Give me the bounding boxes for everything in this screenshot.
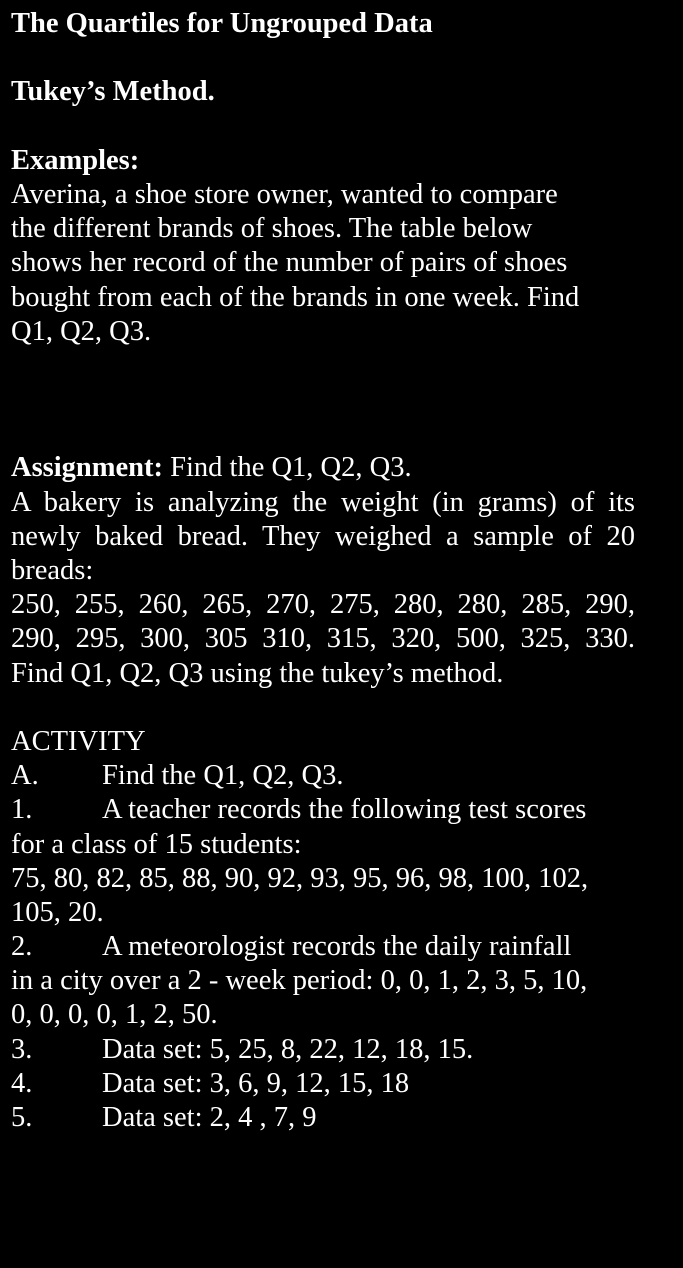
item-continuation: 0, 0, 0, 0, 1, 2, 50. bbox=[11, 999, 218, 1031]
examples-line: Averina, a shoe store owner, wanted to compare bbox=[11, 178, 558, 210]
item-continuation: 105, 20. bbox=[11, 896, 104, 928]
examples-heading: Examples: bbox=[11, 144, 140, 176]
assignment-data-line: 290, 295, 300, 305 310, 315, 320, 500, 325, 330. bbox=[11, 623, 635, 655]
item-text: Data set: 5, 25, 8, 22, 12, 18, 15. bbox=[102, 1033, 474, 1065]
assignment-data-line: 250, 255, 260, 265, 270, 275, 280, 280, 285, 290, bbox=[11, 589, 635, 621]
spacer bbox=[11, 691, 635, 725]
activity-part-label: A. bbox=[11, 760, 39, 792]
item-text: A meteorologist records the daily rainfall bbox=[102, 931, 572, 963]
item-continuation: 75, 80, 82, 85, 88, 90, 92, 93, 95, 96, 98, 100, 102, bbox=[11, 862, 589, 894]
assignment-closing: Find Q1, Q2, Q3 using the tukey’s method. bbox=[11, 657, 504, 689]
item-continuation: in a city over a 2 - week period: 0, 0, 1, 2, 3, 5, 10, bbox=[11, 965, 588, 997]
activity-part-text: Find the Q1, Q2, Q3. bbox=[102, 760, 344, 792]
assignment-heading: Assignment: bbox=[11, 452, 164, 484]
examples-line: bought from each of the brands in one week. Find bbox=[11, 281, 580, 313]
method-heading: Tukey’s Method. bbox=[11, 76, 215, 108]
spacer bbox=[11, 349, 635, 383]
spacer bbox=[11, 110, 635, 144]
assignment-text-line: newly baked bread. They weighed a sample of 20 bbox=[11, 520, 635, 552]
examples-line: the different brands of shoes. The table below bbox=[11, 213, 533, 245]
item-continuation: for a class of 15 students: bbox=[11, 828, 302, 860]
examples-line: shows her record of the number of pairs of shoes bbox=[11, 247, 568, 279]
item-number: 4. bbox=[11, 1067, 33, 1099]
spacer bbox=[11, 383, 635, 417]
activity-item-1 bbox=[11, 793, 635, 827]
spacer bbox=[11, 417, 635, 451]
page-title: The Quartiles for Ungrouped Data bbox=[11, 8, 433, 39]
document-content bbox=[11, 7, 635, 1135]
activity-item-4 bbox=[11, 1067, 635, 1101]
assignment-line bbox=[11, 451, 635, 485]
activity-part bbox=[11, 759, 635, 793]
item-number: 2. bbox=[11, 931, 33, 963]
item-number: 1. bbox=[11, 794, 33, 826]
item-number: 3. bbox=[11, 1033, 33, 1065]
spacer bbox=[11, 41, 635, 75]
assignment-text-line: A bakery is analyzing the weight (in grams) of its bbox=[11, 486, 635, 518]
activity-heading: ACTIVITY bbox=[11, 725, 146, 757]
activity-item-5 bbox=[11, 1101, 635, 1135]
activity-item-3 bbox=[11, 1033, 635, 1067]
activity-item-2 bbox=[11, 930, 635, 964]
item-text: Data set: 3, 6, 9, 12, 15, 18 bbox=[102, 1067, 410, 1099]
examples-line: Q1, Q2, Q3. bbox=[11, 315, 152, 347]
item-number: 5. bbox=[11, 1102, 33, 1133]
item-text: Data set: 2, 4 , 7, 9 bbox=[102, 1102, 317, 1133]
assignment-text-line: breads: bbox=[11, 555, 94, 586]
item-text: A teacher records the following test scores bbox=[102, 794, 587, 826]
assignment-instruction: Find the Q1, Q2, Q3. bbox=[163, 452, 412, 484]
